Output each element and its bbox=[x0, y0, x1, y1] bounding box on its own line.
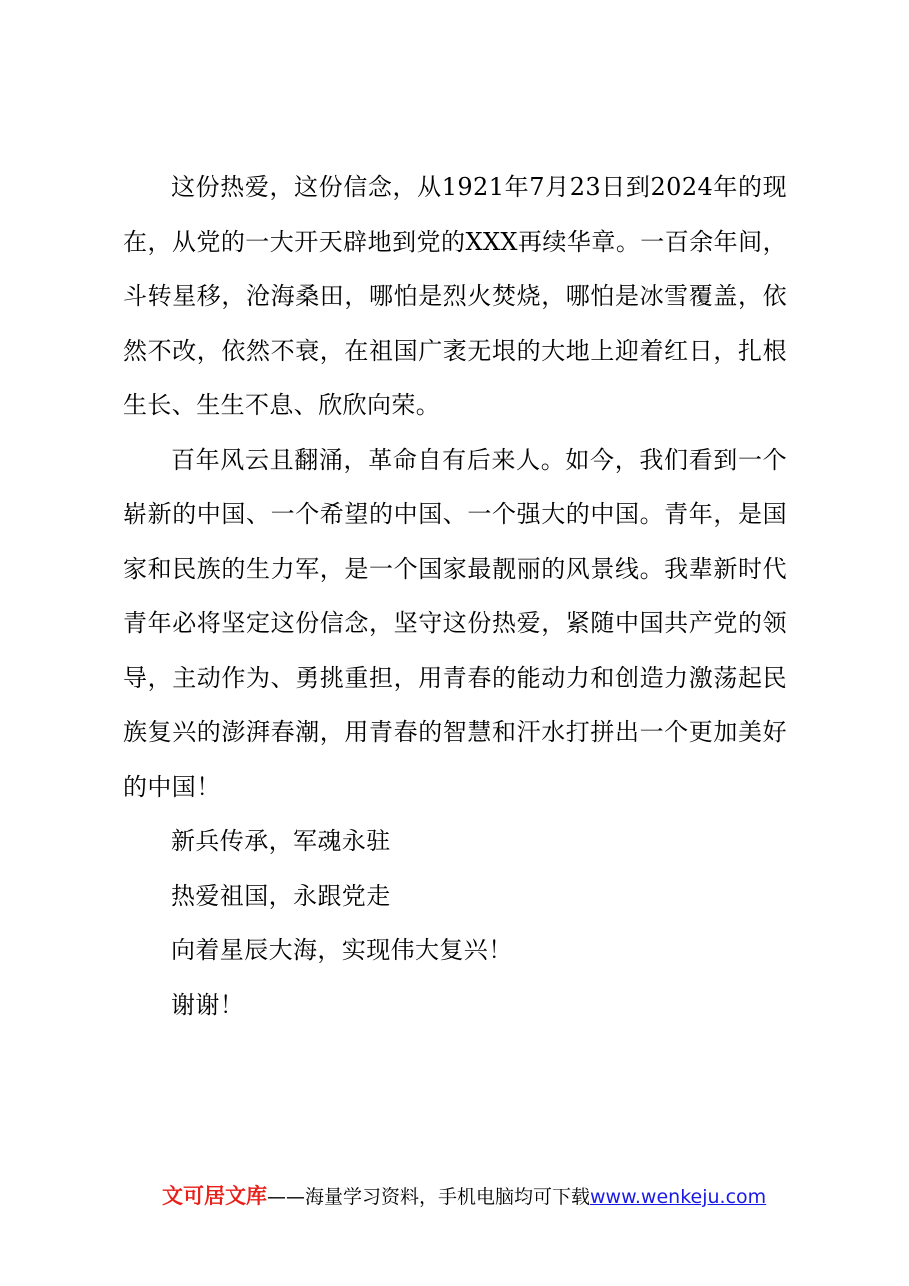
footer-banner bbox=[162, 1180, 766, 1212]
paragraph-1: 这份热爱，这份信念，从1921年7月23日到2024年的现在，从党的一大开天辟地到党的XXX再续华章。一百余年间，斗转星移，沧海桑田，哪怕是烈火焚烧，哪怕是冰雪覆盖，依然不改，依然不衰，在祖国广袤无垠的大地上迎着红日，扎根生长、生生不息、欣欣向荣。 bbox=[123, 173, 787, 419]
closing-line-3: 向着星辰大海，实现伟大复兴！ bbox=[171, 936, 513, 964]
footer-brand: 文可居文库 bbox=[162, 1184, 267, 1208]
footer-website-link[interactable]: www.wenkeju.com bbox=[590, 1186, 767, 1208]
footer-tagline: ——海量学习资料，手机电脑均可下载 bbox=[267, 1186, 591, 1208]
document-body bbox=[123, 160, 787, 1032]
closing-line-4: 谢谢！ bbox=[171, 990, 245, 1019]
closing-line-1: 新兵传承，军魂永驻 bbox=[171, 827, 391, 855]
closing-line-2: 热爱祖国，永跟党走 bbox=[171, 881, 391, 910]
paragraph-2: 百年风云且翻涌，革命自有后来人。如今，我们看到一个崭新的中国、一个希望的中国、一个强大的中国。青年，是国家和民族的生力军，是一个国家最靓丽的风景线。我辈新时代青年必将坚定这份信念，坚守这份热爱，紧随中国共产党的领导，主动作为、勇挑重担，用青春的能动力和创造力激荡起民族复兴的澎湃春潮，用青春的智慧和汗水打拼出一个更加美好的中国！ bbox=[123, 445, 787, 801]
